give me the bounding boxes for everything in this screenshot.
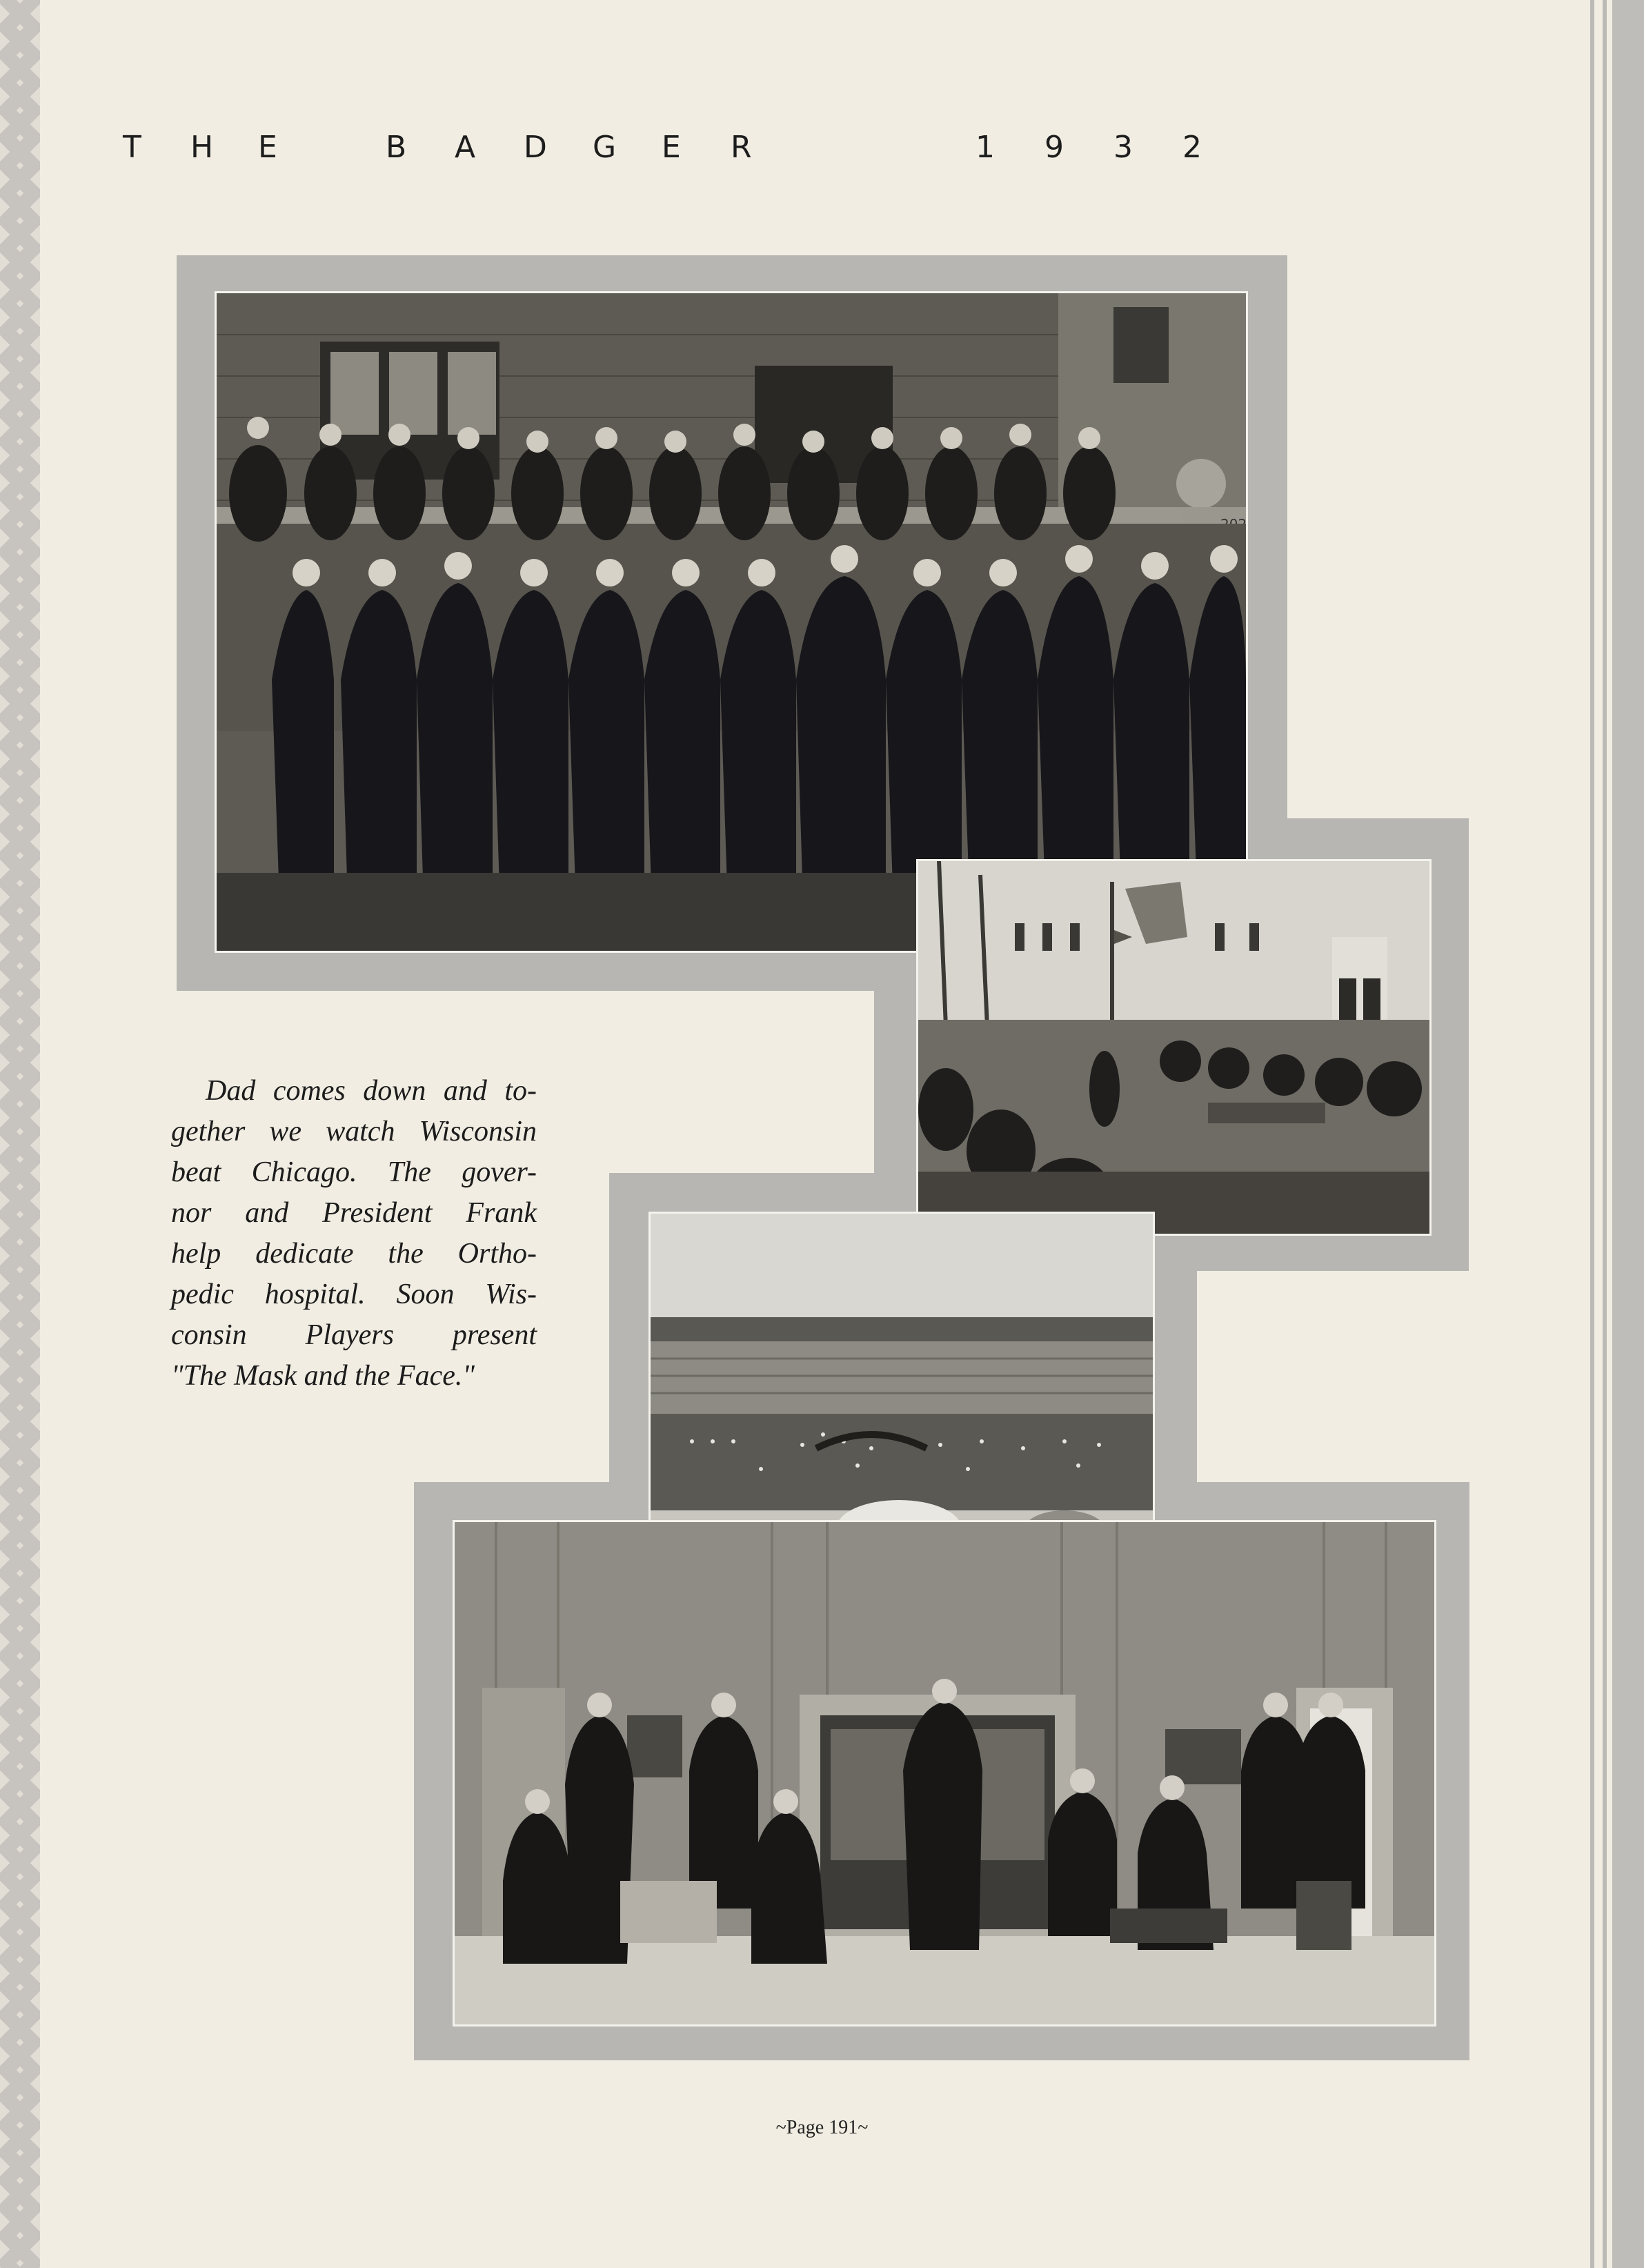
- header-title-letter: G: [593, 130, 617, 165]
- decorative-right-border: [1582, 0, 1644, 2268]
- header-title-letter: D: [524, 130, 547, 165]
- header-title-letter: R: [731, 130, 752, 165]
- caption-line: Dad comes down and to-: [206, 1075, 537, 1107]
- photo-caption: [171, 1071, 537, 1397]
- page-header: [123, 130, 1213, 171]
- decorative-left-border: [0, 0, 40, 2268]
- header-year-digit: 3: [1113, 130, 1133, 165]
- header-title-letter: E: [258, 130, 277, 165]
- caption-line: consin Players present: [171, 1319, 537, 1351]
- header-title-letter: E: [662, 130, 681, 165]
- header-year-digit: 9: [1044, 130, 1064, 165]
- header-year-digit: 1: [975, 130, 995, 165]
- stage-play-photo: [453, 1520, 1436, 2027]
- caption-line: "The Mask and the Face.": [171, 1360, 475, 1392]
- group-photo: [215, 291, 1248, 953]
- dedication-photo: [916, 859, 1432, 1236]
- caption-line: nor and President Frank: [171, 1197, 537, 1229]
- header-title-letter: A: [455, 130, 476, 165]
- page-number: ~Page 191~: [775, 2117, 869, 2138]
- header-year-digit: 2: [1182, 130, 1202, 165]
- header-title-letter: T: [123, 130, 141, 165]
- caption-line: beat Chicago. The gover-: [171, 1156, 537, 1188]
- caption-line: help dedicate the Ortho-: [171, 1238, 537, 1270]
- header-title-letter: H: [190, 130, 214, 165]
- caption-line: gether we watch Wisconsin: [171, 1116, 537, 1147]
- stadium-photo: [648, 1212, 1155, 1548]
- header-title-letter: B: [386, 130, 407, 165]
- caption-line: pedic hospital. Soon Wis-: [171, 1279, 537, 1310]
